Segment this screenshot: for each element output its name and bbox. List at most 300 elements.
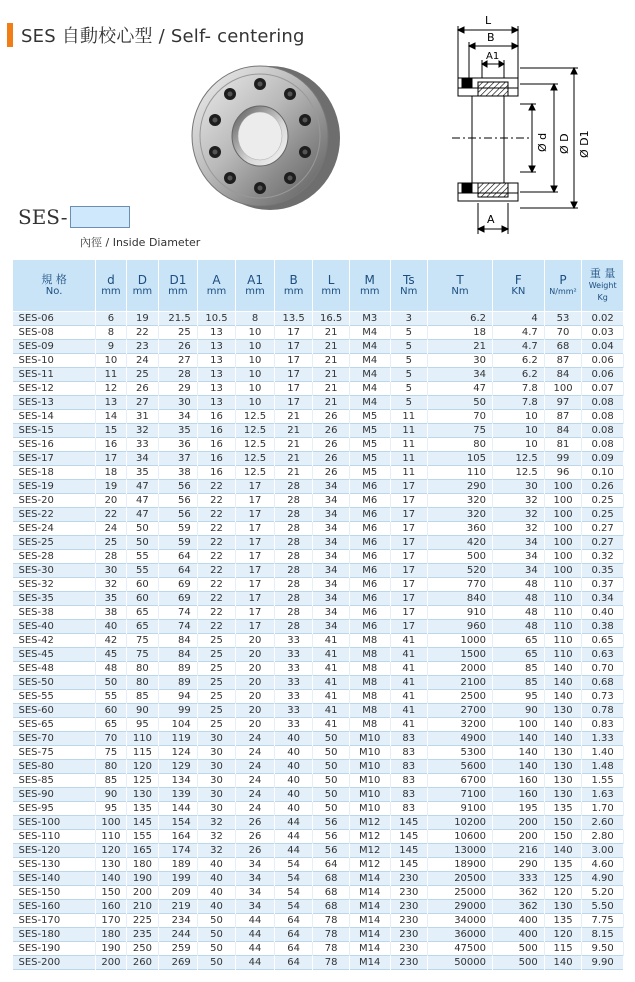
table-cell: 17 xyxy=(236,536,275,550)
table-cell: 0.25 xyxy=(582,494,624,508)
table-cell: 32 xyxy=(493,508,545,522)
table-cell: 60 xyxy=(126,578,158,592)
table-cell: 500 xyxy=(493,956,545,970)
table-cell: 56 xyxy=(159,508,198,522)
table-cell: M6 xyxy=(349,620,390,634)
table-cell: 130 xyxy=(96,858,126,872)
table-cell: 0.27 xyxy=(582,536,624,550)
table-cell: 3200 xyxy=(428,718,493,732)
model-number-cell: SES-30 xyxy=(13,564,96,578)
table-cell: 18 xyxy=(428,326,493,340)
table-cell: 24 xyxy=(236,774,275,788)
table-cell: 30 xyxy=(159,396,198,410)
table-cell: 189 xyxy=(159,858,198,872)
table-cell: 30 xyxy=(197,732,236,746)
table-cell: 20 xyxy=(236,648,275,662)
model-number-cell: SES-09 xyxy=(13,340,96,354)
table-cell: M10 xyxy=(349,802,390,816)
table-cell: 35 xyxy=(96,592,126,606)
table-cell: 47 xyxy=(428,382,493,396)
table-cell: 0.25 xyxy=(582,508,624,522)
table-cell: 85 xyxy=(126,690,158,704)
table-cell: 200 xyxy=(493,816,545,830)
table-cell: 74 xyxy=(159,620,198,634)
table-cell: 41 xyxy=(313,662,350,676)
table-cell: 16 xyxy=(197,452,236,466)
table-row xyxy=(13,424,624,438)
table-cell: 26 xyxy=(236,816,275,830)
table-cell: 41 xyxy=(313,634,350,648)
table-cell: 70 xyxy=(544,326,582,340)
table-cell: 44 xyxy=(236,956,275,970)
table-cell: 17 xyxy=(390,494,428,508)
table-cell: 0.70 xyxy=(582,662,624,676)
column-header-label: A xyxy=(212,272,221,287)
table-cell: 4.90 xyxy=(582,872,624,886)
table-cell: M8 xyxy=(349,676,390,690)
table-cell: 34 xyxy=(236,900,275,914)
table-cell: 60 xyxy=(96,704,126,718)
model-number-cell: SES-50 xyxy=(13,676,96,690)
table-cell: 65 xyxy=(126,606,158,620)
table-cell: 84 xyxy=(159,648,198,662)
table-cell: M8 xyxy=(349,648,390,662)
table-cell: 28 xyxy=(274,606,313,620)
table-cell: 13000 xyxy=(428,844,493,858)
table-cell: 34 xyxy=(236,858,275,872)
table-cell: 259 xyxy=(159,942,198,956)
table-cell: 200 xyxy=(126,886,158,900)
table-cell: 97 xyxy=(544,396,582,410)
model-prefix: SES- xyxy=(18,205,68,229)
table-cell: 5.20 xyxy=(582,886,624,900)
table-cell: 33 xyxy=(274,718,313,732)
table-cell: 230 xyxy=(390,928,428,942)
table-cell: 100 xyxy=(544,536,582,550)
column-header xyxy=(159,260,198,312)
table-cell: 44 xyxy=(274,844,313,858)
table-cell: 50 xyxy=(126,522,158,536)
model-number-cell: SES-13 xyxy=(13,396,96,410)
table-cell: 5 xyxy=(390,340,428,354)
table-cell: 28 xyxy=(96,550,126,564)
table-cell: 160 xyxy=(493,788,545,802)
table-cell: 11 xyxy=(96,368,126,382)
table-cell: 119 xyxy=(159,732,198,746)
table-cell: 164 xyxy=(159,830,198,844)
column-header-unit: mm xyxy=(132,285,153,297)
table-cell: 24 xyxy=(236,760,275,774)
table-cell: 115 xyxy=(544,942,582,956)
table-cell: 362 xyxy=(493,886,545,900)
model-number-cell: SES-170 xyxy=(13,914,96,928)
table-cell: 16 xyxy=(197,410,236,424)
table-cell: 33 xyxy=(274,704,313,718)
table-row xyxy=(13,718,624,732)
table-cell: 64 xyxy=(274,956,313,970)
table-cell: 17 xyxy=(390,536,428,550)
table-cell: 2500 xyxy=(428,690,493,704)
table-row xyxy=(13,746,624,760)
table-cell: 48 xyxy=(493,606,545,620)
table-cell: 10 xyxy=(236,396,275,410)
table-row xyxy=(13,732,624,746)
table-cell: 20 xyxy=(236,662,275,676)
table-cell: M6 xyxy=(349,480,390,494)
model-number-cell: SES-60 xyxy=(13,704,96,718)
table-cell: 0.02 xyxy=(582,312,624,326)
table-cell: 140 xyxy=(493,732,545,746)
table-cell: 89 xyxy=(159,676,198,690)
table-cell: 25 xyxy=(96,536,126,550)
table-cell: 22 xyxy=(197,480,236,494)
table-cell: 83 xyxy=(390,746,428,760)
table-cell: 25 xyxy=(126,368,158,382)
table-cell: M10 xyxy=(349,774,390,788)
table-cell: 95 xyxy=(96,802,126,816)
table-cell: M3 xyxy=(349,312,390,326)
table-cell: M6 xyxy=(349,550,390,564)
table-cell: 7.8 xyxy=(493,396,545,410)
table-cell: 110 xyxy=(544,606,582,620)
table-cell: 17 xyxy=(274,396,313,410)
table-cell: 17 xyxy=(274,340,313,354)
table-cell: 6 xyxy=(96,312,126,326)
table-cell: 83 xyxy=(390,732,428,746)
table-cell: 34 xyxy=(159,410,198,424)
table-cell: 21 xyxy=(274,452,313,466)
table-cell: 180 xyxy=(126,858,158,872)
table-cell: 33 xyxy=(274,662,313,676)
table-cell: 12.5 xyxy=(236,410,275,424)
table-cell: 10 xyxy=(236,368,275,382)
table-cell: 25 xyxy=(197,718,236,732)
table-cell: 34 xyxy=(493,536,545,550)
model-number-cell: SES-55 xyxy=(13,690,96,704)
table-cell: 12.5 xyxy=(236,424,275,438)
table-row xyxy=(13,886,624,900)
model-number-cell: SES-12 xyxy=(13,382,96,396)
table-cell: 234 xyxy=(159,914,198,928)
table-cell: 840 xyxy=(428,592,493,606)
table-cell: 17 xyxy=(390,578,428,592)
table-cell: 10 xyxy=(493,424,545,438)
table-row xyxy=(13,508,624,522)
table-cell: 6.2 xyxy=(493,354,545,368)
column-header-label: D1 xyxy=(169,272,187,287)
table-cell: 10 xyxy=(236,340,275,354)
table-cell: 41 xyxy=(313,690,350,704)
table-cell: 44 xyxy=(236,942,275,956)
model-number-cell: SES-140 xyxy=(13,872,96,886)
table-cell: 230 xyxy=(390,942,428,956)
table-cell: 78 xyxy=(313,928,350,942)
table-cell: 54 xyxy=(274,900,313,914)
table-cell: 60 xyxy=(126,592,158,606)
table-cell: M6 xyxy=(349,592,390,606)
model-number-cell: SES-11 xyxy=(13,368,96,382)
table-cell: 150 xyxy=(544,830,582,844)
table-cell: 195 xyxy=(493,802,545,816)
table-cell: 64 xyxy=(313,858,350,872)
table-row xyxy=(13,928,624,942)
table-cell: 110 xyxy=(96,830,126,844)
table-cell: 48 xyxy=(493,592,545,606)
table-cell: 41 xyxy=(390,704,428,718)
table-cell: 960 xyxy=(428,620,493,634)
model-number-cell: SES-45 xyxy=(13,648,96,662)
table-cell: 110 xyxy=(544,634,582,648)
table-cell: 32 xyxy=(96,578,126,592)
table-cell: 26 xyxy=(236,844,275,858)
table-cell: 21 xyxy=(313,340,350,354)
table-cell: 36000 xyxy=(428,928,493,942)
table-cell: 24 xyxy=(96,522,126,536)
table-cell: 0.63 xyxy=(582,648,624,662)
table-cell: 40 xyxy=(274,732,313,746)
table-row xyxy=(13,606,624,620)
table-cell: 140 xyxy=(493,746,545,760)
column-header-label: P xyxy=(559,272,567,287)
table-cell: 100 xyxy=(544,550,582,564)
model-number-cell: SES-110 xyxy=(13,830,96,844)
table-row xyxy=(13,326,624,340)
column-header-label: M xyxy=(364,272,375,287)
table-cell: 160 xyxy=(493,774,545,788)
table-cell: M6 xyxy=(349,606,390,620)
model-number-cell: SES-40 xyxy=(13,620,96,634)
table-cell: M6 xyxy=(349,578,390,592)
column-header-unit: mm xyxy=(206,285,227,297)
table-cell: 110 xyxy=(428,466,493,480)
model-number-cell: SES-28 xyxy=(13,550,96,564)
model-number-cell: SES-10 xyxy=(13,354,96,368)
table-cell: 34 xyxy=(236,886,275,900)
model-number-cell: SES-38 xyxy=(13,606,96,620)
table-cell: 1000 xyxy=(428,634,493,648)
table-cell: 0.83 xyxy=(582,718,624,732)
table-cell: 400 xyxy=(493,928,545,942)
column-header-label: F xyxy=(514,272,522,287)
table-cell: 96 xyxy=(544,466,582,480)
table-cell: 30 xyxy=(96,564,126,578)
table-cell: 26 xyxy=(313,410,350,424)
table-cell: 68 xyxy=(313,900,350,914)
dim-label-L: L xyxy=(485,14,492,27)
table-cell: 28 xyxy=(274,564,313,578)
table-cell: 83 xyxy=(390,802,428,816)
table-cell: M4 xyxy=(349,396,390,410)
table-cell: 28 xyxy=(274,536,313,550)
table-cell: 0.08 xyxy=(582,424,624,438)
table-cell: 10 xyxy=(96,354,126,368)
table-cell: 25 xyxy=(197,690,236,704)
table-cell: 1.40 xyxy=(582,746,624,760)
table-cell: 75 xyxy=(428,424,493,438)
table-cell: 33 xyxy=(126,438,158,452)
table-cell: 12.5 xyxy=(493,452,545,466)
table-cell: 17 xyxy=(274,354,313,368)
table-cell: 20500 xyxy=(428,872,493,886)
table-cell: 17 xyxy=(390,564,428,578)
table-cell: 155 xyxy=(126,830,158,844)
table-cell: 25000 xyxy=(428,886,493,900)
table-cell: 26 xyxy=(313,424,350,438)
table-cell: 209 xyxy=(159,886,198,900)
table-cell: 140 xyxy=(544,732,582,746)
table-cell: 125 xyxy=(544,872,582,886)
table-cell: 0.35 xyxy=(582,564,624,578)
table-cell: M12 xyxy=(349,816,390,830)
table-cell: 13 xyxy=(197,326,236,340)
table-cell: 34 xyxy=(428,368,493,382)
table-cell: 100 xyxy=(544,480,582,494)
table-cell: 320 xyxy=(428,494,493,508)
table-cell: 362 xyxy=(493,900,545,914)
table-cell: 34 xyxy=(313,606,350,620)
table-cell: 3 xyxy=(390,312,428,326)
table-cell: 17 xyxy=(236,564,275,578)
table-cell: 70 xyxy=(428,410,493,424)
table-cell: 22 xyxy=(197,578,236,592)
table-cell: 64 xyxy=(274,914,313,928)
table-cell: 69 xyxy=(159,578,198,592)
table-cell: 83 xyxy=(390,774,428,788)
table-cell: 21 xyxy=(428,340,493,354)
table-cell: 130 xyxy=(544,774,582,788)
table-cell: 8 xyxy=(236,312,275,326)
table-cell: 30 xyxy=(197,746,236,760)
table-cell: 95 xyxy=(493,690,545,704)
page-title: SES 自動校心型 / Self- centering xyxy=(21,26,305,47)
table-cell: 360 xyxy=(428,522,493,536)
table-cell: M8 xyxy=(349,718,390,732)
table-row xyxy=(13,648,624,662)
table-cell: 160 xyxy=(96,900,126,914)
table-cell: 26 xyxy=(313,466,350,480)
table-cell: 87 xyxy=(544,354,582,368)
table-cell: 110 xyxy=(544,620,582,634)
table-cell: 59 xyxy=(159,522,198,536)
table-cell: 17 xyxy=(274,326,313,340)
column-header-unit: mm xyxy=(101,285,121,297)
table-cell: 34 xyxy=(313,536,350,550)
table-cell: 0.08 xyxy=(582,396,624,410)
table-cell: 50 xyxy=(126,536,158,550)
column-header-unit: No. xyxy=(45,285,63,297)
table-cell: 230 xyxy=(390,956,428,970)
table-cell: 150 xyxy=(96,886,126,900)
table-cell: 145 xyxy=(390,844,428,858)
table-row xyxy=(13,382,624,396)
cross-section-drawing xyxy=(432,8,627,236)
table-cell: 38 xyxy=(159,466,198,480)
table-cell: M5 xyxy=(349,438,390,452)
table-cell: 44 xyxy=(236,914,275,928)
table-cell: 30 xyxy=(197,788,236,802)
table-row xyxy=(13,690,624,704)
table-cell: 84 xyxy=(544,368,582,382)
column-header xyxy=(13,260,96,312)
table-cell: 230 xyxy=(390,872,428,886)
table-cell: 27 xyxy=(159,354,198,368)
table-cell: 250 xyxy=(126,942,158,956)
table-cell: 9100 xyxy=(428,802,493,816)
table-cell: 35 xyxy=(159,424,198,438)
table-cell: 17 xyxy=(274,382,313,396)
table-cell: 40 xyxy=(274,746,313,760)
model-number-cell: SES-90 xyxy=(13,788,96,802)
table-cell: M6 xyxy=(349,508,390,522)
table-cell: 910 xyxy=(428,606,493,620)
table-cell: 34 xyxy=(313,522,350,536)
table-cell: 55 xyxy=(126,550,158,564)
table-cell: 30 xyxy=(428,354,493,368)
inside-diameter-input[interactable] xyxy=(70,206,130,228)
model-number-cell: SES-32 xyxy=(13,578,96,592)
model-number-cell: SES-22 xyxy=(13,508,96,522)
table-cell: 190 xyxy=(96,942,126,956)
column-header-unit: Nm xyxy=(400,285,418,297)
table-cell: 34000 xyxy=(428,914,493,928)
table-cell: 120 xyxy=(544,886,582,900)
table-cell: M8 xyxy=(349,634,390,648)
table-cell: 0.27 xyxy=(582,522,624,536)
column-header xyxy=(236,260,275,312)
table-cell: 5 xyxy=(390,382,428,396)
table-cell: 104 xyxy=(159,718,198,732)
table-cell: 0.26 xyxy=(582,480,624,494)
table-cell: 2700 xyxy=(428,704,493,718)
table-cell: 28 xyxy=(274,508,313,522)
table-cell: 21 xyxy=(274,410,313,424)
table-cell: 85 xyxy=(493,662,545,676)
table-cell: 260 xyxy=(126,956,158,970)
table-cell: 17 xyxy=(236,606,275,620)
table-cell: 5 xyxy=(390,368,428,382)
table-cell: 78 xyxy=(313,942,350,956)
table-cell: M14 xyxy=(349,928,390,942)
spec-table-body xyxy=(13,312,624,970)
table-cell: M4 xyxy=(349,354,390,368)
table-cell: 400 xyxy=(493,914,545,928)
table-row xyxy=(13,844,624,858)
table-cell: 2000 xyxy=(428,662,493,676)
table-cell: 210 xyxy=(126,900,158,914)
table-cell: 135 xyxy=(126,802,158,816)
table-cell: 34 xyxy=(313,494,350,508)
table-cell: 28 xyxy=(274,620,313,634)
table-row xyxy=(13,312,624,326)
table-cell: 95 xyxy=(126,718,158,732)
table-cell: 99 xyxy=(159,704,198,718)
table-cell: 100 xyxy=(493,718,545,732)
table-cell: 320 xyxy=(428,508,493,522)
table-cell: 0.73 xyxy=(582,690,624,704)
table-cell: 219 xyxy=(159,900,198,914)
page-title-bar xyxy=(7,22,305,48)
table-row xyxy=(13,774,624,788)
table-cell: 100 xyxy=(544,522,582,536)
table-cell: 17 xyxy=(236,480,275,494)
table-cell: 110 xyxy=(544,648,582,662)
table-cell: 74 xyxy=(159,606,198,620)
table-cell: 500 xyxy=(493,942,545,956)
table-row xyxy=(13,410,624,424)
table-cell: 64 xyxy=(274,928,313,942)
table-cell: 125 xyxy=(126,774,158,788)
table-cell: 33 xyxy=(274,634,313,648)
